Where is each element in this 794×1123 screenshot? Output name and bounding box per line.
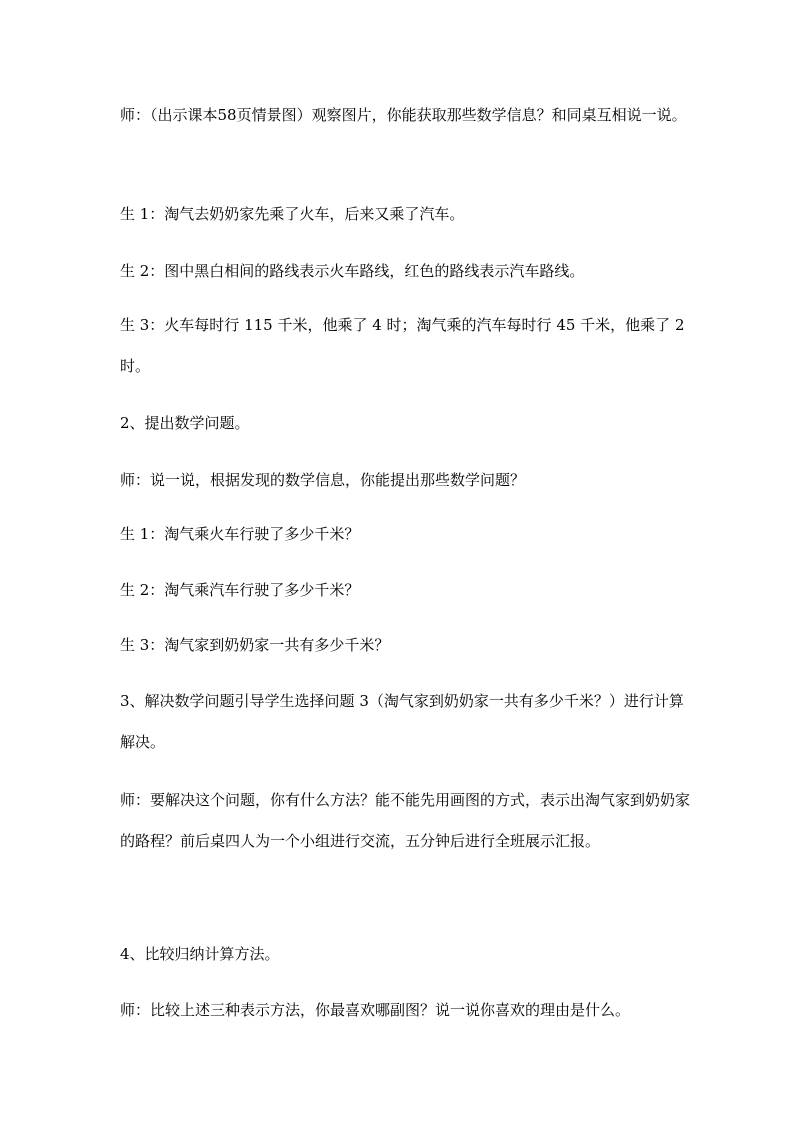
paragraph-student-3-info: 生 3：火车每时行 115 千米，他乘了 4 时；淘气乘的汽车每时行 45 千米，他乘了 2 时。: [120, 316, 685, 375]
paragraph-section-2-heading: 2、提出数学问题。: [120, 414, 250, 432]
paragraph-student-2-question: 生 2：淘气乘汽车行驶了多少千米？: [120, 581, 360, 599]
paragraph-teacher-method: 师：要解决这个问题，你有什么方法？能不能先用画图的方式，表示出淘气家到奶奶家的路程？前后桌四人为一个小组进行交流，五分钟后进行全班展示汇报。: [120, 791, 691, 850]
paragraph-student-1-info: 生 1：淘气去奶奶家先乘了火车，后来又乘了汽车。: [120, 205, 465, 223]
paragraph-teacher-observe: 师：（出示课本58页情景图）观察图片，你能获取那些数学信息？和同桌互相说一说。: [120, 106, 687, 124]
paragraph-student-3-question: 生 3：淘气家到奶奶家一共有多少千米？: [120, 636, 390, 654]
paragraph-teacher-ask: 师：说一说，根据发现的数学信息，你能提出那些数学问题？: [120, 471, 526, 489]
paragraph-student-1-question: 生 1：淘气乘火车行驶了多少千米？: [120, 525, 360, 543]
paragraph-section-4-heading: 4、比较归纳计算方法。: [120, 945, 280, 963]
paragraph-section-3-heading: 3、解决数学问题引导学生选择问题 3（淘气家到奶奶家一共有多少千米？）进行计算解决。: [120, 692, 684, 751]
paragraph-teacher-compare: 师：比较上述三种表示方法，你最喜欢哪副图？说一说你喜欢的理由是什么。: [120, 1001, 631, 1019]
paragraph-student-2-info: 生 2：图中黑白相间的路线表示火车路线，红色的路线表示汽车路线。: [120, 262, 585, 280]
